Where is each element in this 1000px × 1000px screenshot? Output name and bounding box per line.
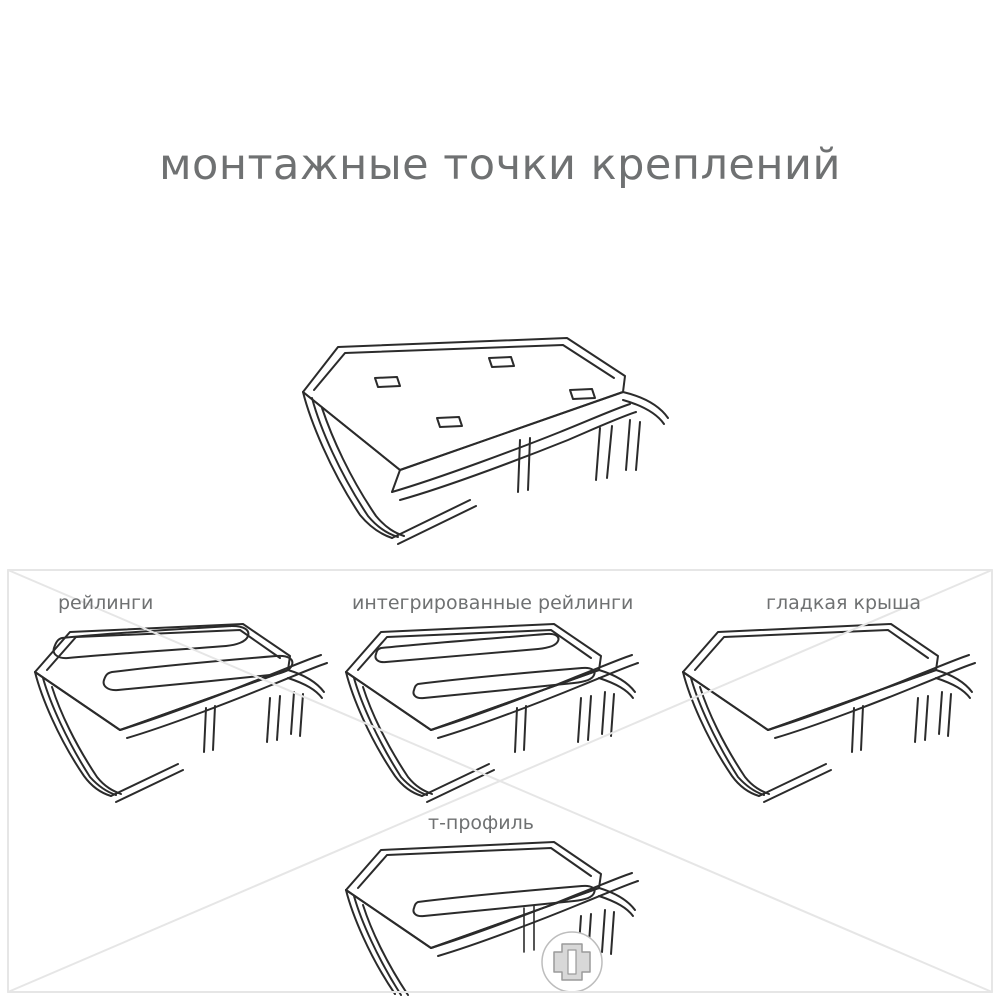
- main-roof-figure: [303, 338, 668, 544]
- caption-integrated-rails: интегрированные рейлинги: [352, 592, 634, 614]
- caption-smooth-roof: гладкая крыша: [766, 592, 922, 614]
- variant-smooth-roof: [683, 624, 975, 802]
- variant-integrated-rails: [346, 624, 638, 802]
- watermark-frame: [8, 570, 992, 992]
- page-title: монтажные точки креплений: [159, 140, 841, 190]
- caption-t-profile: т-профиль: [428, 812, 534, 834]
- variant-rails: [35, 624, 327, 802]
- t-profile-detail-icon: [542, 932, 602, 992]
- variant-t-profile: [346, 842, 638, 995]
- caption-rails: рейлинги: [58, 592, 154, 614]
